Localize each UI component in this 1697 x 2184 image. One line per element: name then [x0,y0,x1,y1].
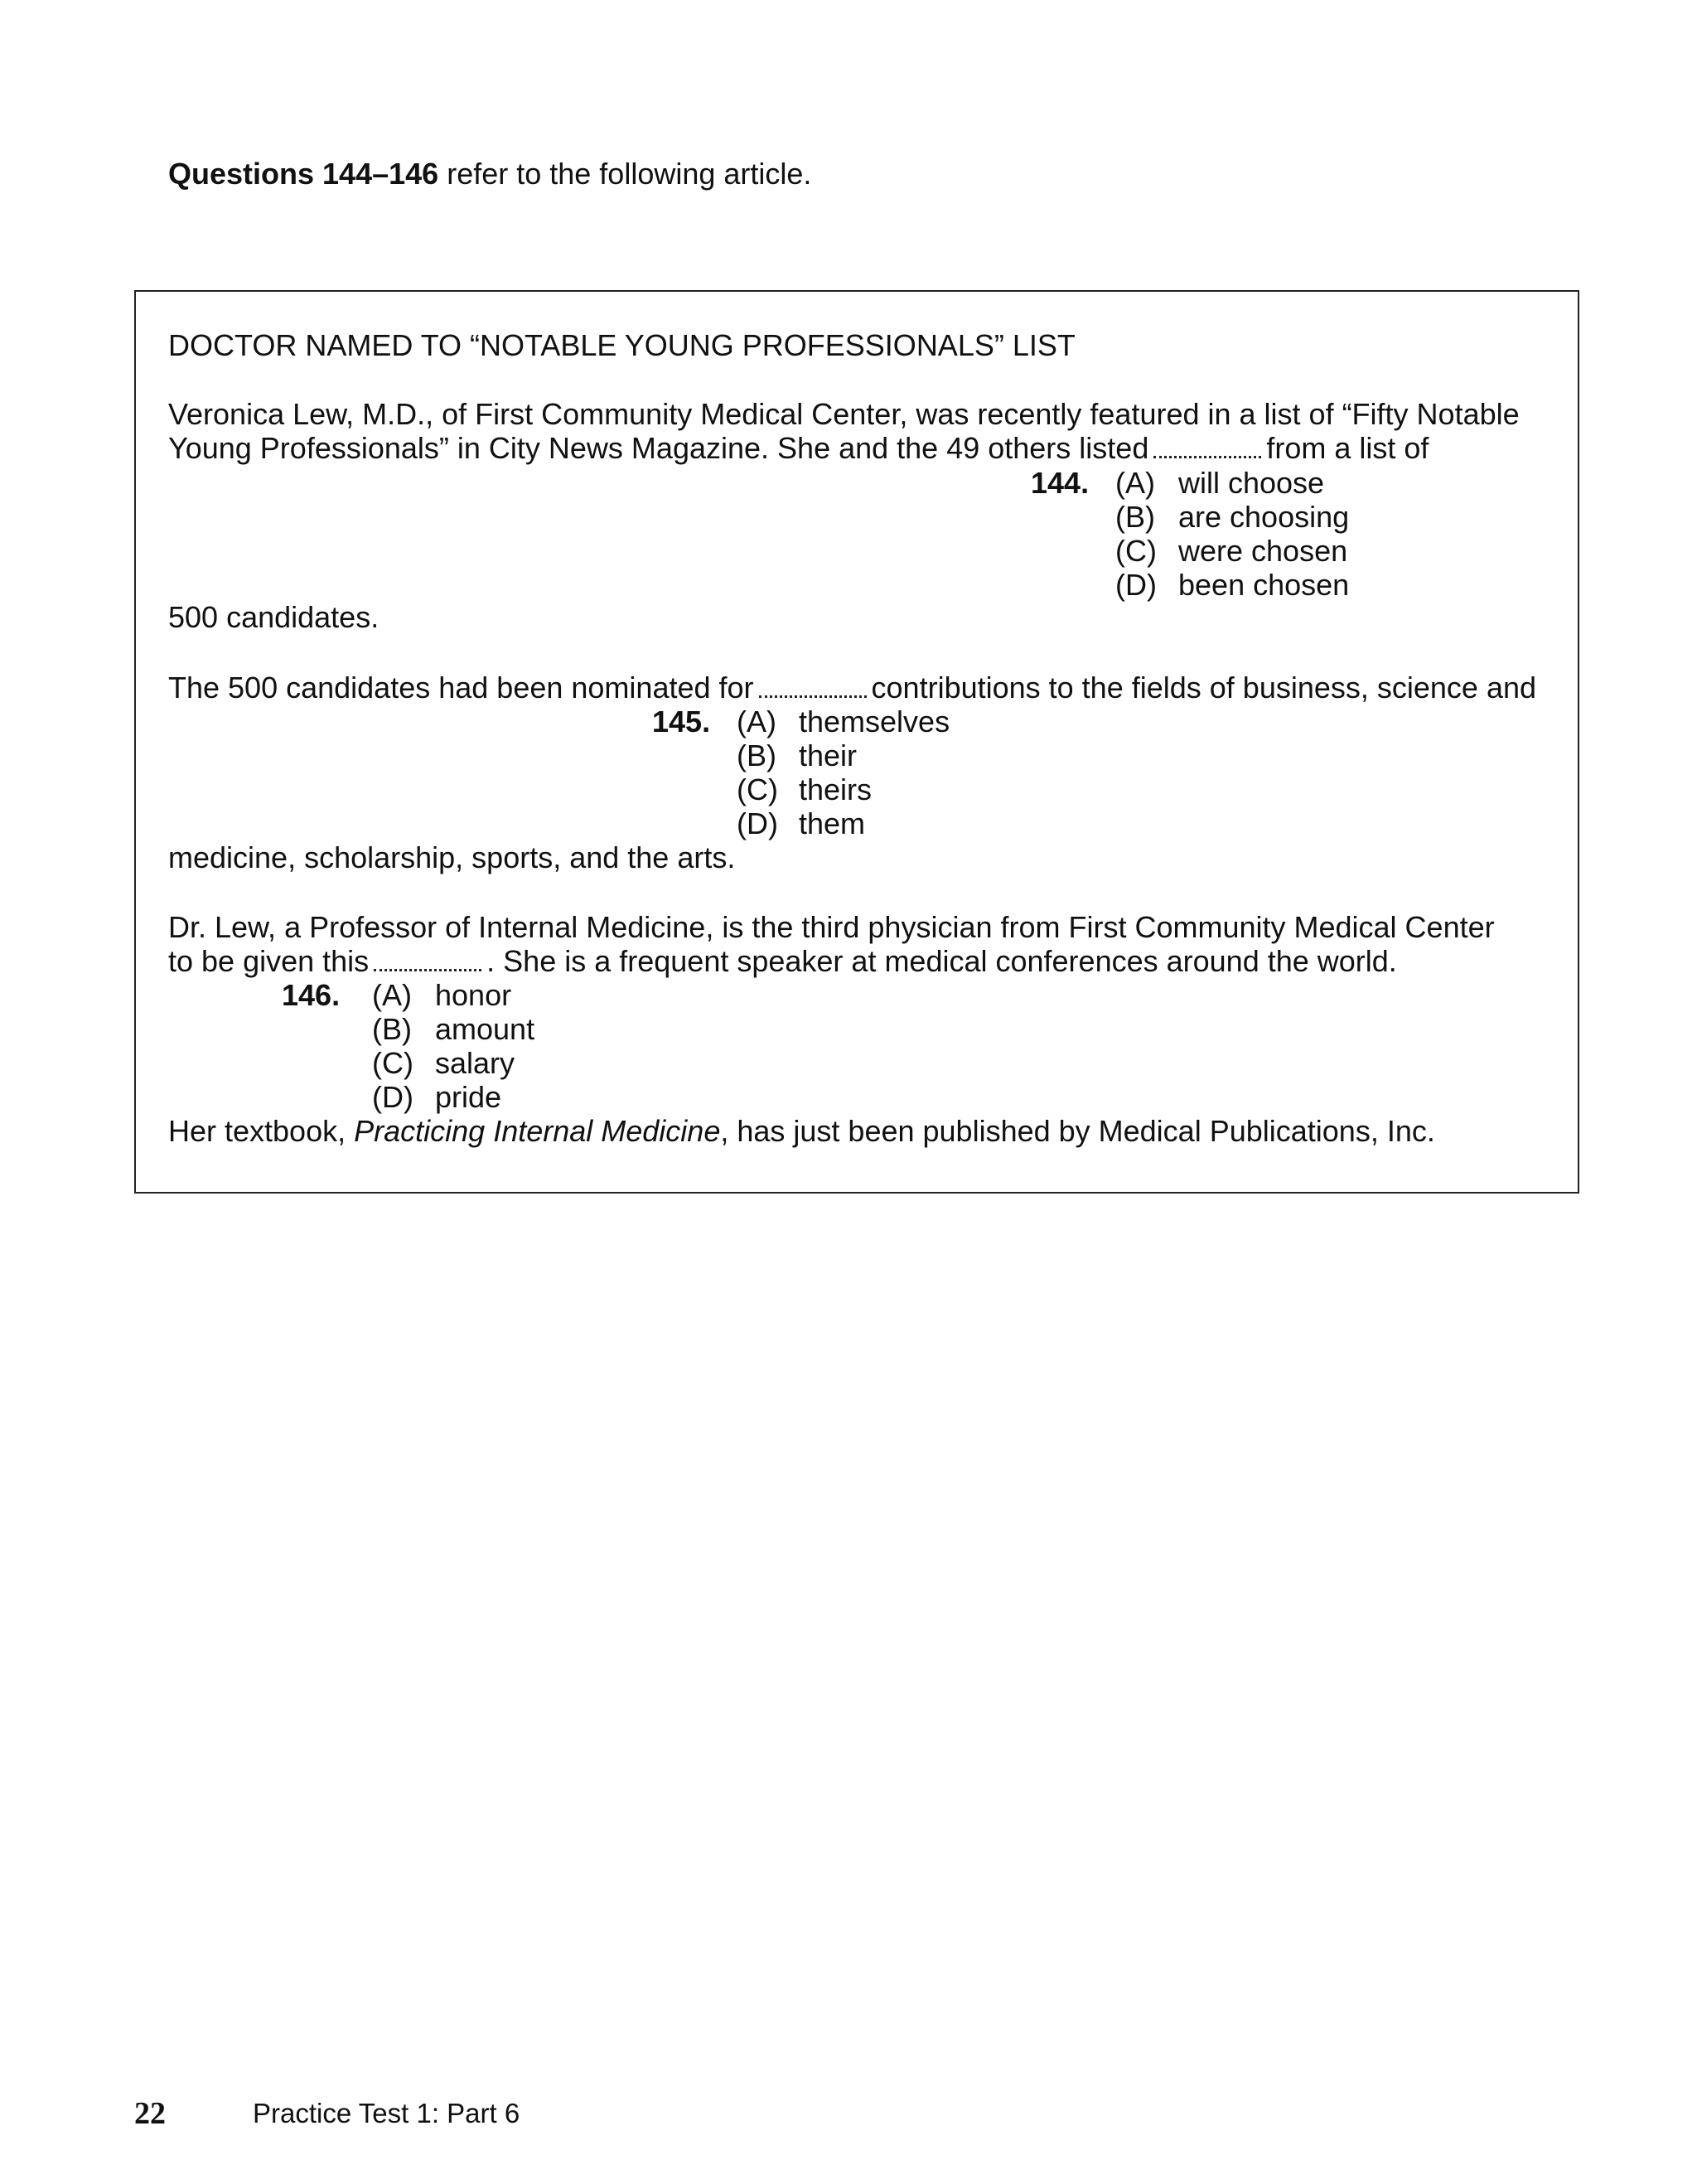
option-letter: (D) [372,1080,413,1114]
p3-line2-after: . She is a frequent speaker at medical conferences around the world. [486,944,1397,978]
option-text: will choose [1178,466,1325,500]
article-p2-line2: medicine, scholarship, sports, and the arts. [168,840,736,874]
option-text: amount [435,1012,535,1046]
article-p1-line3: 500 candidates. [168,600,380,634]
option-text: were chosen [1178,534,1348,568]
p2-line1-after: contributions to the fields of business, science and [871,671,1537,705]
option-letter: (B) [372,1012,412,1046]
blank-145 [759,695,867,698]
option-text: them [799,806,866,840]
question-number: 145. [652,705,711,738]
textbook-title: Practicing Internal Medicine [354,1114,721,1148]
option-letter: (D) [1115,568,1157,602]
option-letter: (B) [737,738,776,772]
article-p1-line1: Veronica Lew, M.D., of First Community Medical Center, was recently featured in a list of “Fifty Notable [168,397,1520,431]
question-number: 146. [282,978,341,1012]
option-text: are choosing [1178,500,1350,534]
option-text: pride [435,1080,502,1114]
article-p3-line1: Dr. Lew, a Professor of Internal Medicine, is the third physician from First Community Medical Center [168,910,1495,944]
option-letter: (A) [372,978,412,1012]
option-text: theirs [799,772,873,806]
option-letter: (C) [1115,534,1157,568]
p2-line1-before: The 500 candidates had been nominated for [168,671,754,705]
option-letter: (C) [372,1046,413,1080]
questions-range: Questions 144–146 [168,157,439,191]
option-text: their [799,738,858,772]
option-letter: (A) [1115,466,1155,500]
p1-line2-after: from a list of [1266,431,1429,465]
option-letter: (A) [737,705,776,738]
p1-line2-before: Young Professionals” in City News Magazine. She and the 49 others listed [168,431,1149,465]
question-number: 144. [1031,466,1090,500]
article-title: DOCTOR NAMED TO “NOTABLE YOUNG PROFESSIONALS” LIST [168,328,1076,362]
page-number: 22 [134,2096,166,2131]
p4-before: Her textbook, [168,1114,346,1148]
article-p4 [168,1116,1435,1146]
option-text: been chosen [1178,568,1350,602]
p4-after: , has just been published by Medical Publications, Inc. [720,1114,1435,1148]
option-text: themselves [799,705,950,738]
questions-intro [168,159,811,189]
option-letter: (B) [1115,500,1155,534]
article-p2-line1 [168,673,1536,703]
option-text: salary [435,1046,515,1080]
article-p1-line2 [168,433,1429,463]
blank-146 [374,968,481,971]
option-text: honor [435,978,512,1012]
option-letter: (C) [737,772,778,806]
questions-intro-text: refer to the following article. [447,157,812,191]
section-label: Practice Test 1: Part 6 [253,2098,520,2128]
option-letter: (D) [737,806,778,840]
blank-144 [1153,455,1261,458]
article-p3-line2 [168,944,1397,978]
p3-line2-before: to be given this [168,944,370,978]
